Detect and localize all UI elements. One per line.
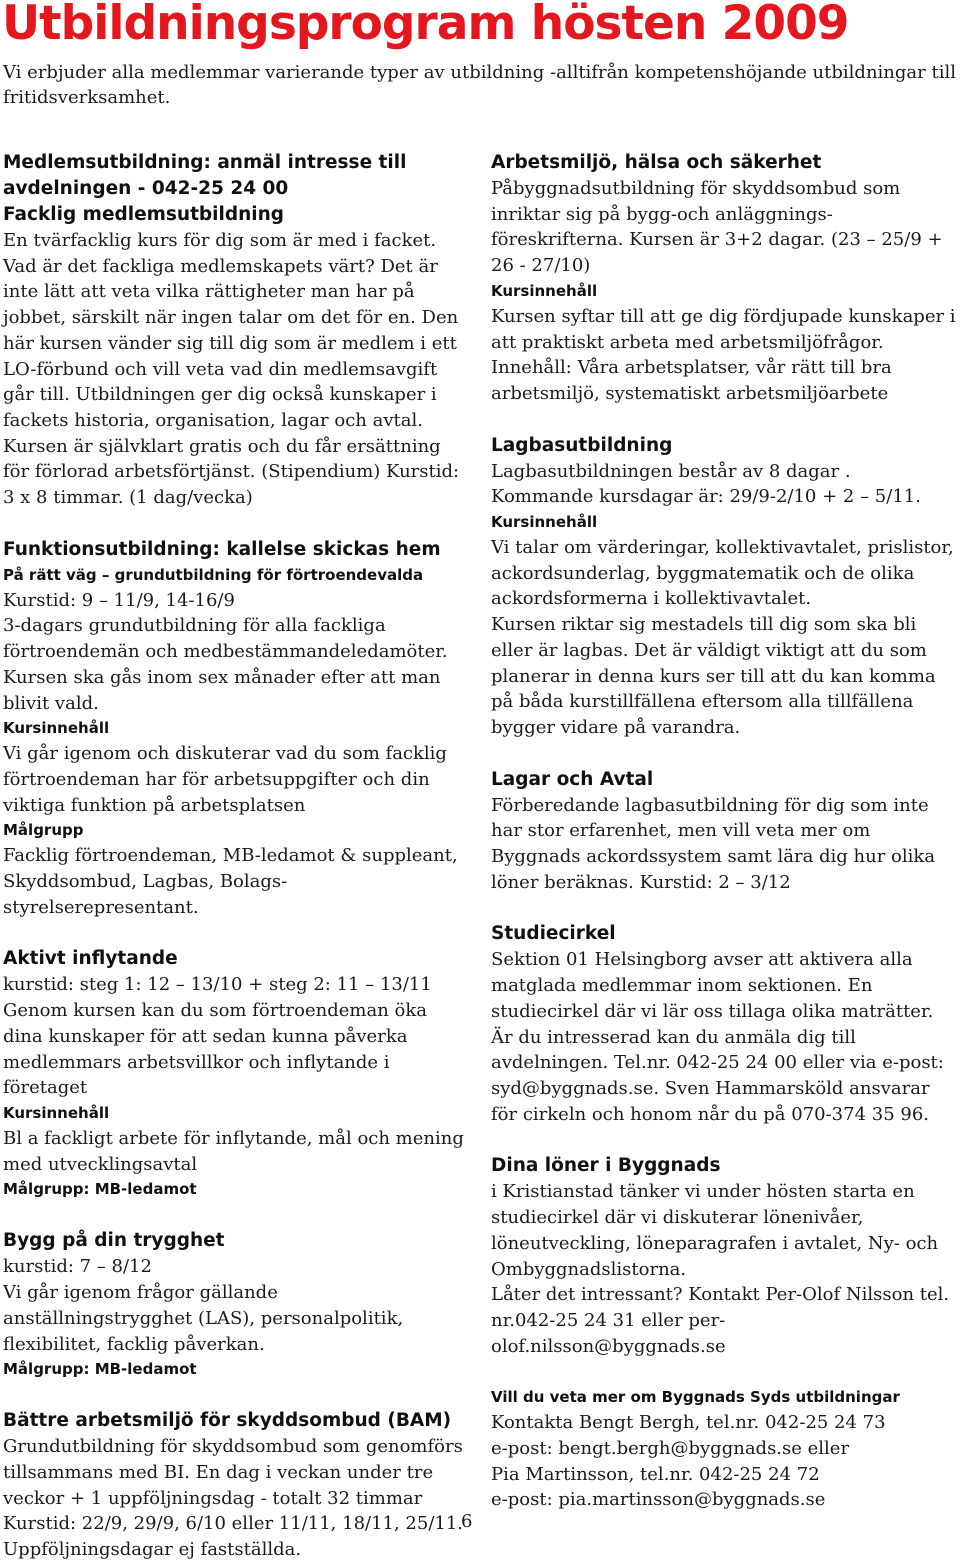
section-body: Lagbasutbildningen består av 8 dagar . Kommande kursdagar är: 29/9-2/10 + 2 – 5/11. [491, 460, 921, 508]
right-column [491, 150, 957, 1513]
intro-text: Vi erbjuder alla medlemmar varierande typer av utbildning -alltifrån kompetenshöjande utbildningar till fritidsverksamhet. [3, 62, 956, 108]
section-bygg-pa-din-trygghet [3, 1228, 467, 1382]
section-heading: Funktionsutbildning: kallelse skickas hem [3, 538, 441, 560]
section-heading: Arbetsmiljö, hälsa och säkerhet [491, 152, 822, 173]
target-text: Facklig förtroendeman, MB-ledamot & suppleant, Skyddsombud, Lagbas, Bolags-styrelserepresentant. [3, 845, 458, 918]
section-bam [3, 1408, 467, 1563]
section-heading: Vill du veta mer om Byggnads Syds utbildningar [491, 1388, 900, 1407]
section-body: Sektion 01 Helsingborg avser att aktivera alla matglada medlemmar inom sektionen. En studiecirkel där vi lär oss tillaga olika maträtter. Är du intresserad kan du anmäla dig till avdelningen. Tel.nr. 042-25 24 00 eller via e-post: syd@byggnads.se. Sven Hammarsköld ansvarar för cirkeln och honom når du på 070-374 35 96. [491, 949, 944, 1125]
content-text: Vi går igenom och diskuterar vad du som facklig förtroendeman har för arbetsuppgifter och din viktiga funktion på arbetsplatsen [3, 743, 447, 816]
section-dina-loner [491, 1153, 957, 1359]
section-heading: Lagar och Avtal [491, 768, 654, 790]
contact-line: Kontakta Bengt Bergh, tel.nr. 042-25 24 73 [491, 1412, 886, 1434]
content-text: Vi talar om värderingar, kollektivavtalet, prislistor, ackordsunderlag, byggmatematik och de olika ackordsformerna i kollektivavtalet. [491, 537, 954, 610]
contact-email[interactable]: e-post: pia.martinsson@byggnads.se [491, 1489, 826, 1511]
course-dates: Kurstid: 9 – 11/9, 14-16/9 [3, 589, 235, 611]
section-lagar-och-avtal [491, 767, 957, 896]
section-subheading: Facklig medlemsutbildning [3, 204, 285, 225]
content-label: Kursinnehåll [491, 281, 598, 300]
content-text: Kursen syftar till att ge dig fördjupade kunskaper i att praktiskt arbeta med arbetsmiljöfrågor. Innehåll: Våra arbetsplatser, vår rätt till bra arbetsmiljö, systematiskt arbetsmiljöarbete [491, 305, 956, 404]
content-label: Kursinnehåll [3, 1103, 110, 1122]
section-body: i Kristianstad tänker vi under hösten starta en studiecirkel där vi diskuterar lönenivåer, löneutveckling, löneparagrafen i avtalet, Ny- och Ombyggnadslistorna. [491, 1181, 939, 1280]
course-dates: kurstid: 7 – 8/12 [3, 1256, 152, 1278]
content-text: Bl a fackligt arbete för inflytande, mål och mening med utvecklingsavtal [3, 1127, 464, 1175]
section-heading: Aktivt inflytande [3, 948, 178, 970]
section-body: Grundutbildning för skyddsombud som genomförs tillsammans med BI. En dag i veckan under tre veckor + 1 uppföljningsdag - totalt 32 timmar Kurstid: 22/9, 29/9, 6/10 eller 11/11, 18/11, 25/11. Uppföljningsdagar ej fastställda. [3, 1436, 464, 1561]
page-title: Utbildningsprogram hösten 2009 [2, 0, 849, 51]
contact-line: Pia Martinsson, tel.nr. 042-25 24 72 [491, 1463, 820, 1485]
section-body: En tvärfacklig kurs för dig som är med i facket. Vad är det fackliga medlemskapets värt? Det är inte lätt att veta vilka rättigheter man har på jobbet, särskilt när ingen talar om det för en. Den här kursen vänder sig till dig som är medlem i ett LO-förbund och vill veta vad din medlemsavgift går till. Utbildningen ger dig också kunskaper i fackets historia, organisation, lagar och avtal. Kursen är självklart gratis och du får ersättning för förlorad arbetsförtjänst. (Stipendium) Kurstid: 3 x 8 timmar. (1 dag/vecka) [3, 230, 460, 509]
section-heading: Studiecirkel [491, 923, 616, 945]
section-body: 3-dagars grundutbildning för alla fackliga förtroendemän och medbestämmandeledamöter. Kursen ska gås inom sex månader efter att man blivit vald. [3, 615, 448, 714]
section-aktivt-inflytande [3, 946, 467, 1202]
contact-email[interactable]: e-post: bengt.bergh@byggnads.se eller [491, 1438, 850, 1460]
section-medlemsutbildning [3, 150, 467, 511]
section-body: Påbyggnadsutbildning för skyddsombud som inriktar sig på bygg-och anläggnings-föreskrifterna. Kursen är 3+2 dagar. (23 – 25/9 + 26 - 27/10) [491, 178, 943, 277]
section-heading: Lagbasutbildning [491, 434, 673, 456]
target-label: Målgrupp [3, 821, 84, 840]
section-heading: Bättre arbetsmiljö för skyddsombud (BAM) [3, 1410, 452, 1432]
section-body: Vi går igenom frågor gällande anställningstrygghet (LAS), personalpolitik, flexibilitet, facklig påverkan. [3, 1282, 404, 1355]
course-dates: kurstid: steg 1: 12 – 13/10 + steg 2: 11 – 13/11 [3, 974, 432, 996]
section-heading: Bygg på din trygghet [3, 1230, 225, 1252]
left-column [3, 150, 467, 1563]
section-studiecirkel [491, 921, 957, 1127]
target-label: Målgrupp: MB-ledamot [3, 1360, 197, 1379]
content-label: Kursinnehåll [491, 513, 598, 532]
section-heading: Dina löner i Byggnads [491, 1155, 721, 1177]
section-body: Förberedande lagbasutbildning för dig som inte har stor erfarenhet, men vill veta mer om Byggnads ackordssystem samt lära dig hur olika löner beräknas. Kurstid: 2 – 3/12 [491, 794, 936, 893]
section-funktionsutbildning [3, 537, 467, 921]
section-subheading: På rätt väg – grundutbildning för förtroendevalda [3, 565, 424, 584]
section-body: Genom kursen kan du som förtroendeman öka dina kunskaper för att sedan kunna påverka medlemmars arbetsvillkor och inflytande i företaget [3, 1000, 428, 1099]
content-text-2: Kursen riktar sig mestadels till dig som ska bli eller är lagbas. Det är väldigt viktigt att du som planerar in denna kurs ser till att du kan komma på båda kurstillfällena eftersom alla tillfällena bygger vidare på varandra. [491, 614, 936, 738]
content-label: Kursinnehåll [3, 719, 110, 738]
section-lagbasutbildning [491, 433, 957, 741]
target-label: Målgrupp: MB-ledamot [3, 1180, 197, 1199]
section-body-2: Låter det intressant? Kontakt Per-Olof Nilsson tel. nr.042-25 24 31 eller per-olof.nilsson@byggnads.se [491, 1284, 950, 1357]
section-heading: Medlemsutbildning: anmäl intresse till avdelningen - 042-25 24 00 [3, 152, 407, 199]
page-number: 6 [461, 1511, 473, 1532]
section-kontakt [491, 1385, 957, 1513]
section-arbetsmiljo [491, 150, 957, 407]
